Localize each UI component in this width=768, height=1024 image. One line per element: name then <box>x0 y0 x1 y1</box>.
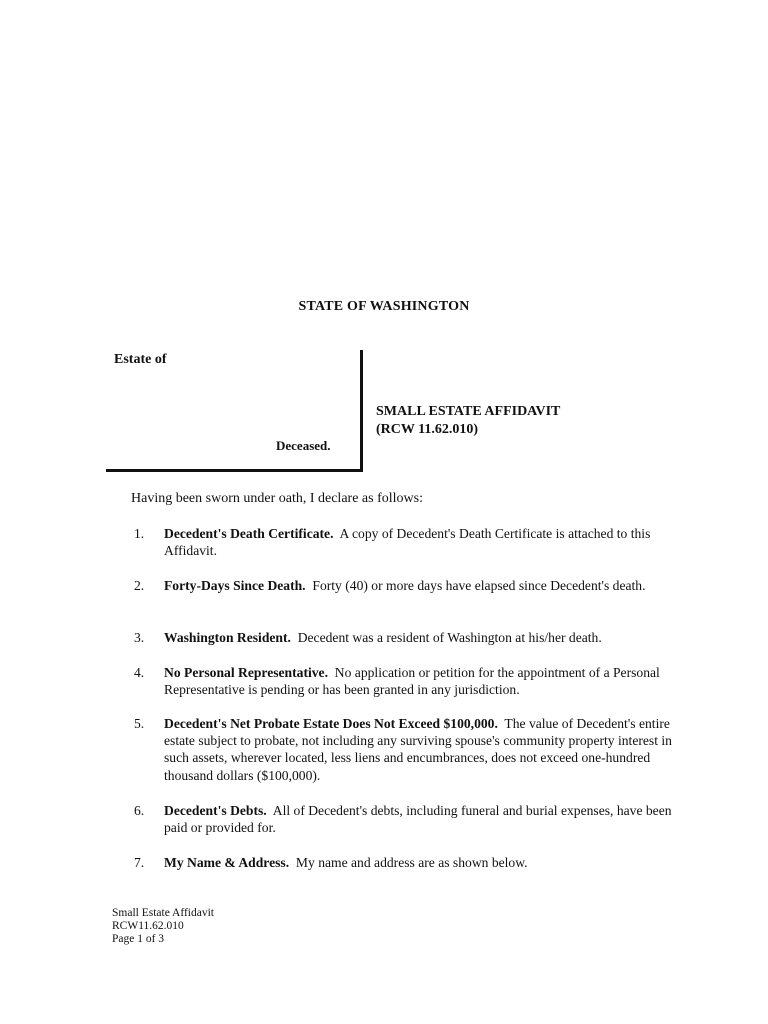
intro-statement: Having been sworn under oath, I declare as follows: <box>131 491 423 506</box>
list-item <box>134 664 674 698</box>
item-number: 4. <box>134 665 145 680</box>
state-title: STATE OF WASHINGTON <box>298 299 470 314</box>
item-number: 5. <box>134 716 145 731</box>
list-item <box>134 577 646 594</box>
item-text: Decedent was a resident of Washington at his/her death. <box>297 630 602 645</box>
item-heading: Decedent's Death Certificate. <box>164 526 334 541</box>
list-item <box>134 854 528 871</box>
item-text: A copy of Decedent's Death Certificate is attached to this Affidavit. <box>164 526 651 559</box>
item-heading: No Personal Representative. <box>164 665 328 680</box>
list-item <box>134 802 674 836</box>
estate-of-label: Estate of <box>114 352 167 367</box>
footer-statute: RCW11.62.010 <box>112 920 184 932</box>
list-item <box>134 629 602 646</box>
item-number: 6. <box>134 803 145 818</box>
item-heading: My Name & Address. <box>164 855 290 870</box>
case-caption <box>106 348 666 476</box>
list-item <box>134 525 674 559</box>
affidavit-title <box>376 403 560 439</box>
footer-doc-title: Small Estate Affidavit <box>112 907 214 919</box>
list-item <box>134 715 674 784</box>
caption-horizontal-rule <box>106 469 362 472</box>
item-number: 1. <box>134 526 145 541</box>
item-text: No application or petition for the appointment of a Personal Representative is pending or has been granted in any jurisdiction. <box>164 665 660 698</box>
item-number: 3. <box>134 630 145 645</box>
item-number: 2. <box>134 578 145 593</box>
affidavit-title-line1: SMALL ESTATE AFFIDAVIT <box>376 404 561 419</box>
item-heading: Decedent's Debts. <box>164 803 267 818</box>
item-heading: Washington Resident. <box>164 630 291 645</box>
item-text: All of Decedent's debts, including funeral and burial expenses, have been paid or provided for. <box>164 803 672 836</box>
footer-page-number: Page 1 of 3 <box>112 933 165 945</box>
affidavit-title-line2: (RCW 11.62.010) <box>376 422 479 437</box>
item-text: Forty (40) or more days have elapsed since Decedent's death. <box>312 578 646 593</box>
item-text: My name and address are as shown below. <box>295 855 528 870</box>
caption-vertical-rule <box>360 350 363 472</box>
page-footer <box>112 907 214 946</box>
item-heading: Forty-Days Since Death. <box>164 578 306 593</box>
item-number: 7. <box>134 855 145 870</box>
item-heading: Decedent's Net Probate Estate Does Not Exceed $100,000. <box>164 716 498 731</box>
deceased-label: Deceased. <box>276 438 331 453</box>
item-text: The value of Decedent's entire estate subject to probate, not including any surviving spouse's community property interest in such assets, wherever located, less liens and encumbrances, does not exceed one-hundred thousand dollars ($100,000). <box>164 716 672 783</box>
